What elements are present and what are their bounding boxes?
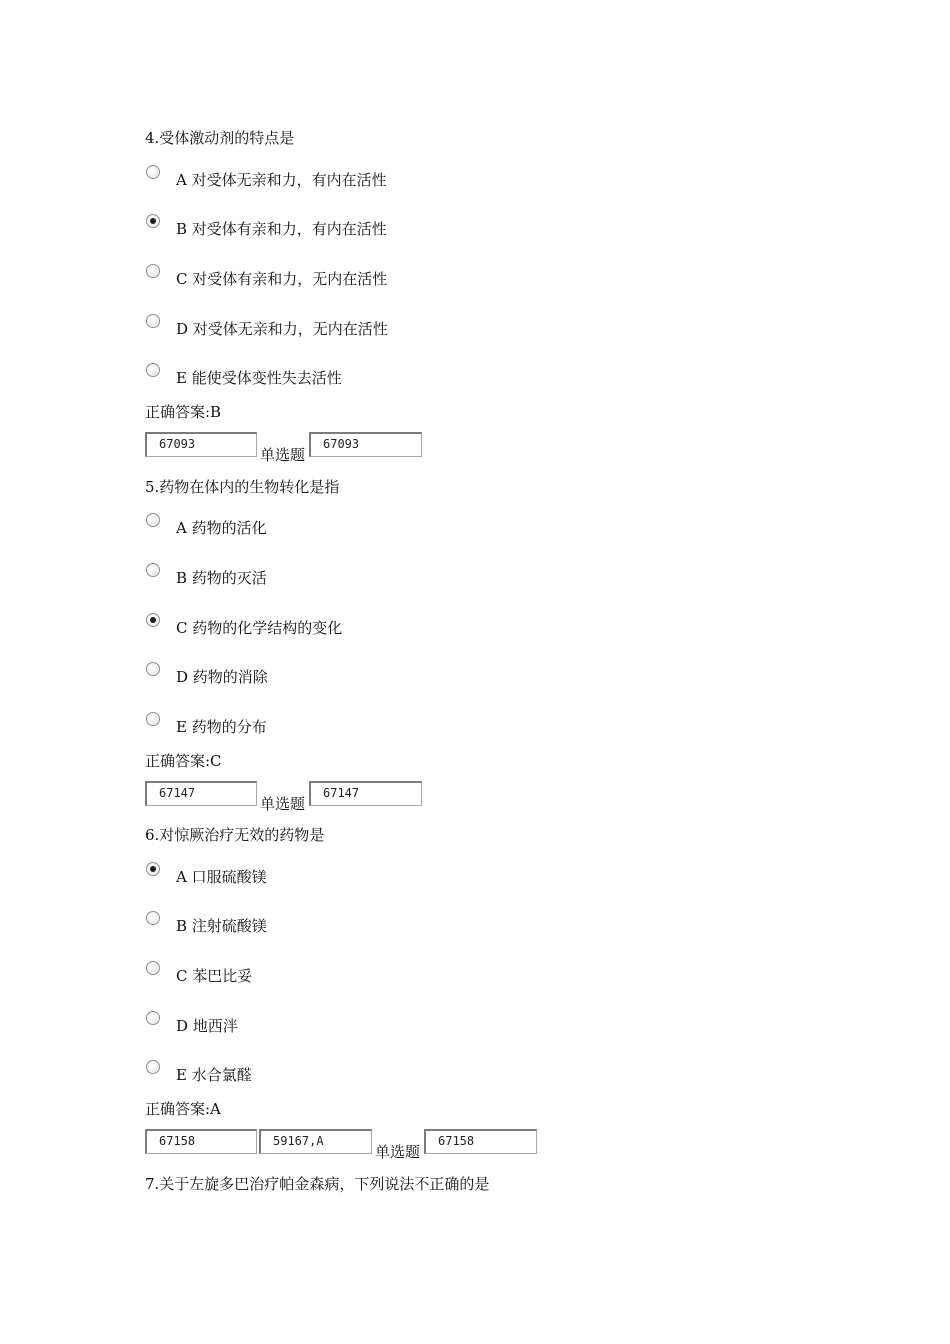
question-title: 7.关于左旋多巴治疗帕金森病，下列说法不正确的是 (145, 1175, 490, 1193)
option-label: E 水合氯醛 (176, 1066, 252, 1084)
option-label: B 对受体有亲和力，有内在活性 (176, 220, 387, 238)
radio-option[interactable] (146, 911, 160, 925)
id-field[interactable]: 67147 (309, 781, 422, 806)
id-field[interactable]: 67158 (145, 1129, 257, 1154)
option-label: A 对受体无亲和力，有内在活性 (176, 171, 387, 189)
option-label: E 药物的分布 (176, 718, 267, 736)
radio-option[interactable] (146, 563, 160, 577)
option-label: C 苯巴比妥 (176, 967, 253, 985)
id-field[interactable]: 67093 (309, 432, 422, 457)
id-field[interactable]: 67093 (145, 432, 257, 457)
radio-option[interactable] (146, 613, 160, 627)
radio-option[interactable] (146, 961, 160, 975)
radio-option[interactable] (146, 363, 160, 377)
question-title: 5.药物在体内的生物转化是指 (145, 478, 340, 496)
question-title: 6.对惊厥治疗无效的药物是 (145, 826, 325, 844)
option-label: C 药物的化学结构的变化 (176, 619, 343, 637)
radio-option[interactable] (146, 314, 160, 328)
option-label: E 能使受体变性失去活性 (176, 369, 342, 387)
response-field[interactable]: 59167,A (259, 1129, 372, 1154)
question-type-label: 单选题 (260, 446, 306, 464)
id-field[interactable]: 67147 (145, 781, 257, 806)
radio-option[interactable] (146, 264, 160, 278)
radio-option[interactable] (146, 513, 160, 527)
option-label: B 注射硫酸镁 (176, 917, 267, 935)
radio-option[interactable] (146, 214, 160, 228)
radio-option[interactable] (146, 862, 160, 876)
option-label: C 对受体有亲和力，无内在活性 (176, 270, 388, 288)
correct-answer: 正确答案:B (145, 403, 222, 421)
option-label: A 药物的活化 (176, 519, 267, 537)
question-type-label: 单选题 (260, 795, 306, 813)
id-field[interactable]: 67158 (424, 1129, 537, 1154)
radio-option[interactable] (146, 712, 160, 726)
option-label: A 口服硫酸镁 (176, 868, 267, 886)
radio-option[interactable] (146, 662, 160, 676)
correct-answer: 正确答案:A (145, 1100, 221, 1118)
option-label: D 对受体无亲和力，无内在活性 (176, 320, 388, 338)
radio-option[interactable] (146, 165, 160, 179)
radio-option[interactable] (146, 1011, 160, 1025)
option-label: B 药物的灭活 (176, 569, 267, 587)
radio-option[interactable] (146, 1060, 160, 1074)
question-title: 4.受体激动剂的特点是 (145, 129, 295, 147)
question-type-label: 单选题 (375, 1143, 421, 1161)
option-label: D 药物的消除 (176, 668, 268, 686)
option-label: D 地西泮 (176, 1017, 238, 1035)
correct-answer: 正确答案:C (145, 752, 222, 770)
